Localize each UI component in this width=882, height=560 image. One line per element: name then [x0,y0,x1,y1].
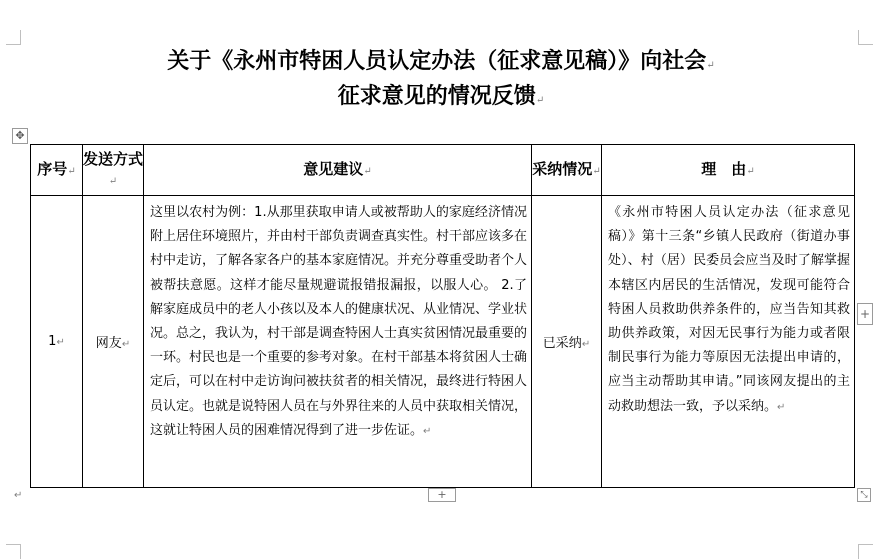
paragraph-mark: ↵ [535,95,545,106]
table-move-handle-icon[interactable]: ✥ [12,128,28,144]
page-corner-bottom-right [858,544,873,559]
header-reason[interactable]: 理 由↵ [602,145,855,196]
cell-adopted[interactable]: 已采纳↵ [532,196,602,488]
document-title [0,46,882,116]
header-adopted[interactable]: 采纳情况↵ [532,145,602,196]
page-corner-top-left [6,30,21,45]
header-sender[interactable]: 发送方式↵ [83,145,144,196]
title-line-1: 关于《永州市特困人员认定办法（征求意见稿）》向社会↵ [167,48,715,74]
page-corner-top-right [858,30,873,45]
add-column-icon[interactable]: + [857,303,873,325]
table-row [31,196,855,488]
title-line-2: 征求意见的情况反馈↵ [337,83,545,109]
header-index[interactable]: 序号↵ [31,145,83,196]
cell-sender[interactable]: 网友↵ [83,196,144,488]
feedback-table [30,144,855,488]
cell-reason[interactable]: 《永州市特困人员认定办法（征求意见稿）》第十三条“乡镇人民政府（街道办事处）、村（居）民委员会应当及时了解掌握本辖区内居民的生活情况，发现可能符合特困人员救助供养条件的，应当告知其救助供养政策，对因无民事行为能力或者限制民事行为能力等原因无法提出申请的，应当主动帮助其申请。”同该网友提出的主动救助想法一致，予以采纳。↵ [602,196,855,488]
paragraph-mark: ↵ [14,490,23,501]
table-resize-icon[interactable]: ⤡ [857,488,871,502]
table-header-row [31,145,855,196]
header-opinion[interactable]: 意见建议↵ [144,145,532,196]
cell-opinion[interactable]: 这里以农村为例：1.从那里获取申请人或被帮助人的家庭经济情况附上居住环境照片，并由村干部负责调查真实性。村干部应该多在村中走访，了解各家各户的基本家庭情况。并充分尊重受助者个人被帮扶意愿。这样才能尽量规避谎报错报漏报，以服人心。 2.了解家庭成员中的老人小孩以及本人的健康状况、从业情况、学业状况。总之，我认为，村干部是调查特困人士真实贫困情况最重要的一环。村民也是一个重要的参考对象。在村干部基本将贫困人士确定后，可以在村中走访询问被扶贫者的相关情况，最终进行特困人员认定。也就是说特困人员在与外界往来的人员中获取相关情况，这就让特困人员的困难情况得到了进一步佐证。↵ [144,196,532,488]
add-row-icon[interactable]: + [428,488,456,502]
page-corner-bottom-left [6,544,21,559]
cell-index[interactable]: 1↵ [31,196,83,488]
paragraph-mark: ↵ [706,60,715,71]
